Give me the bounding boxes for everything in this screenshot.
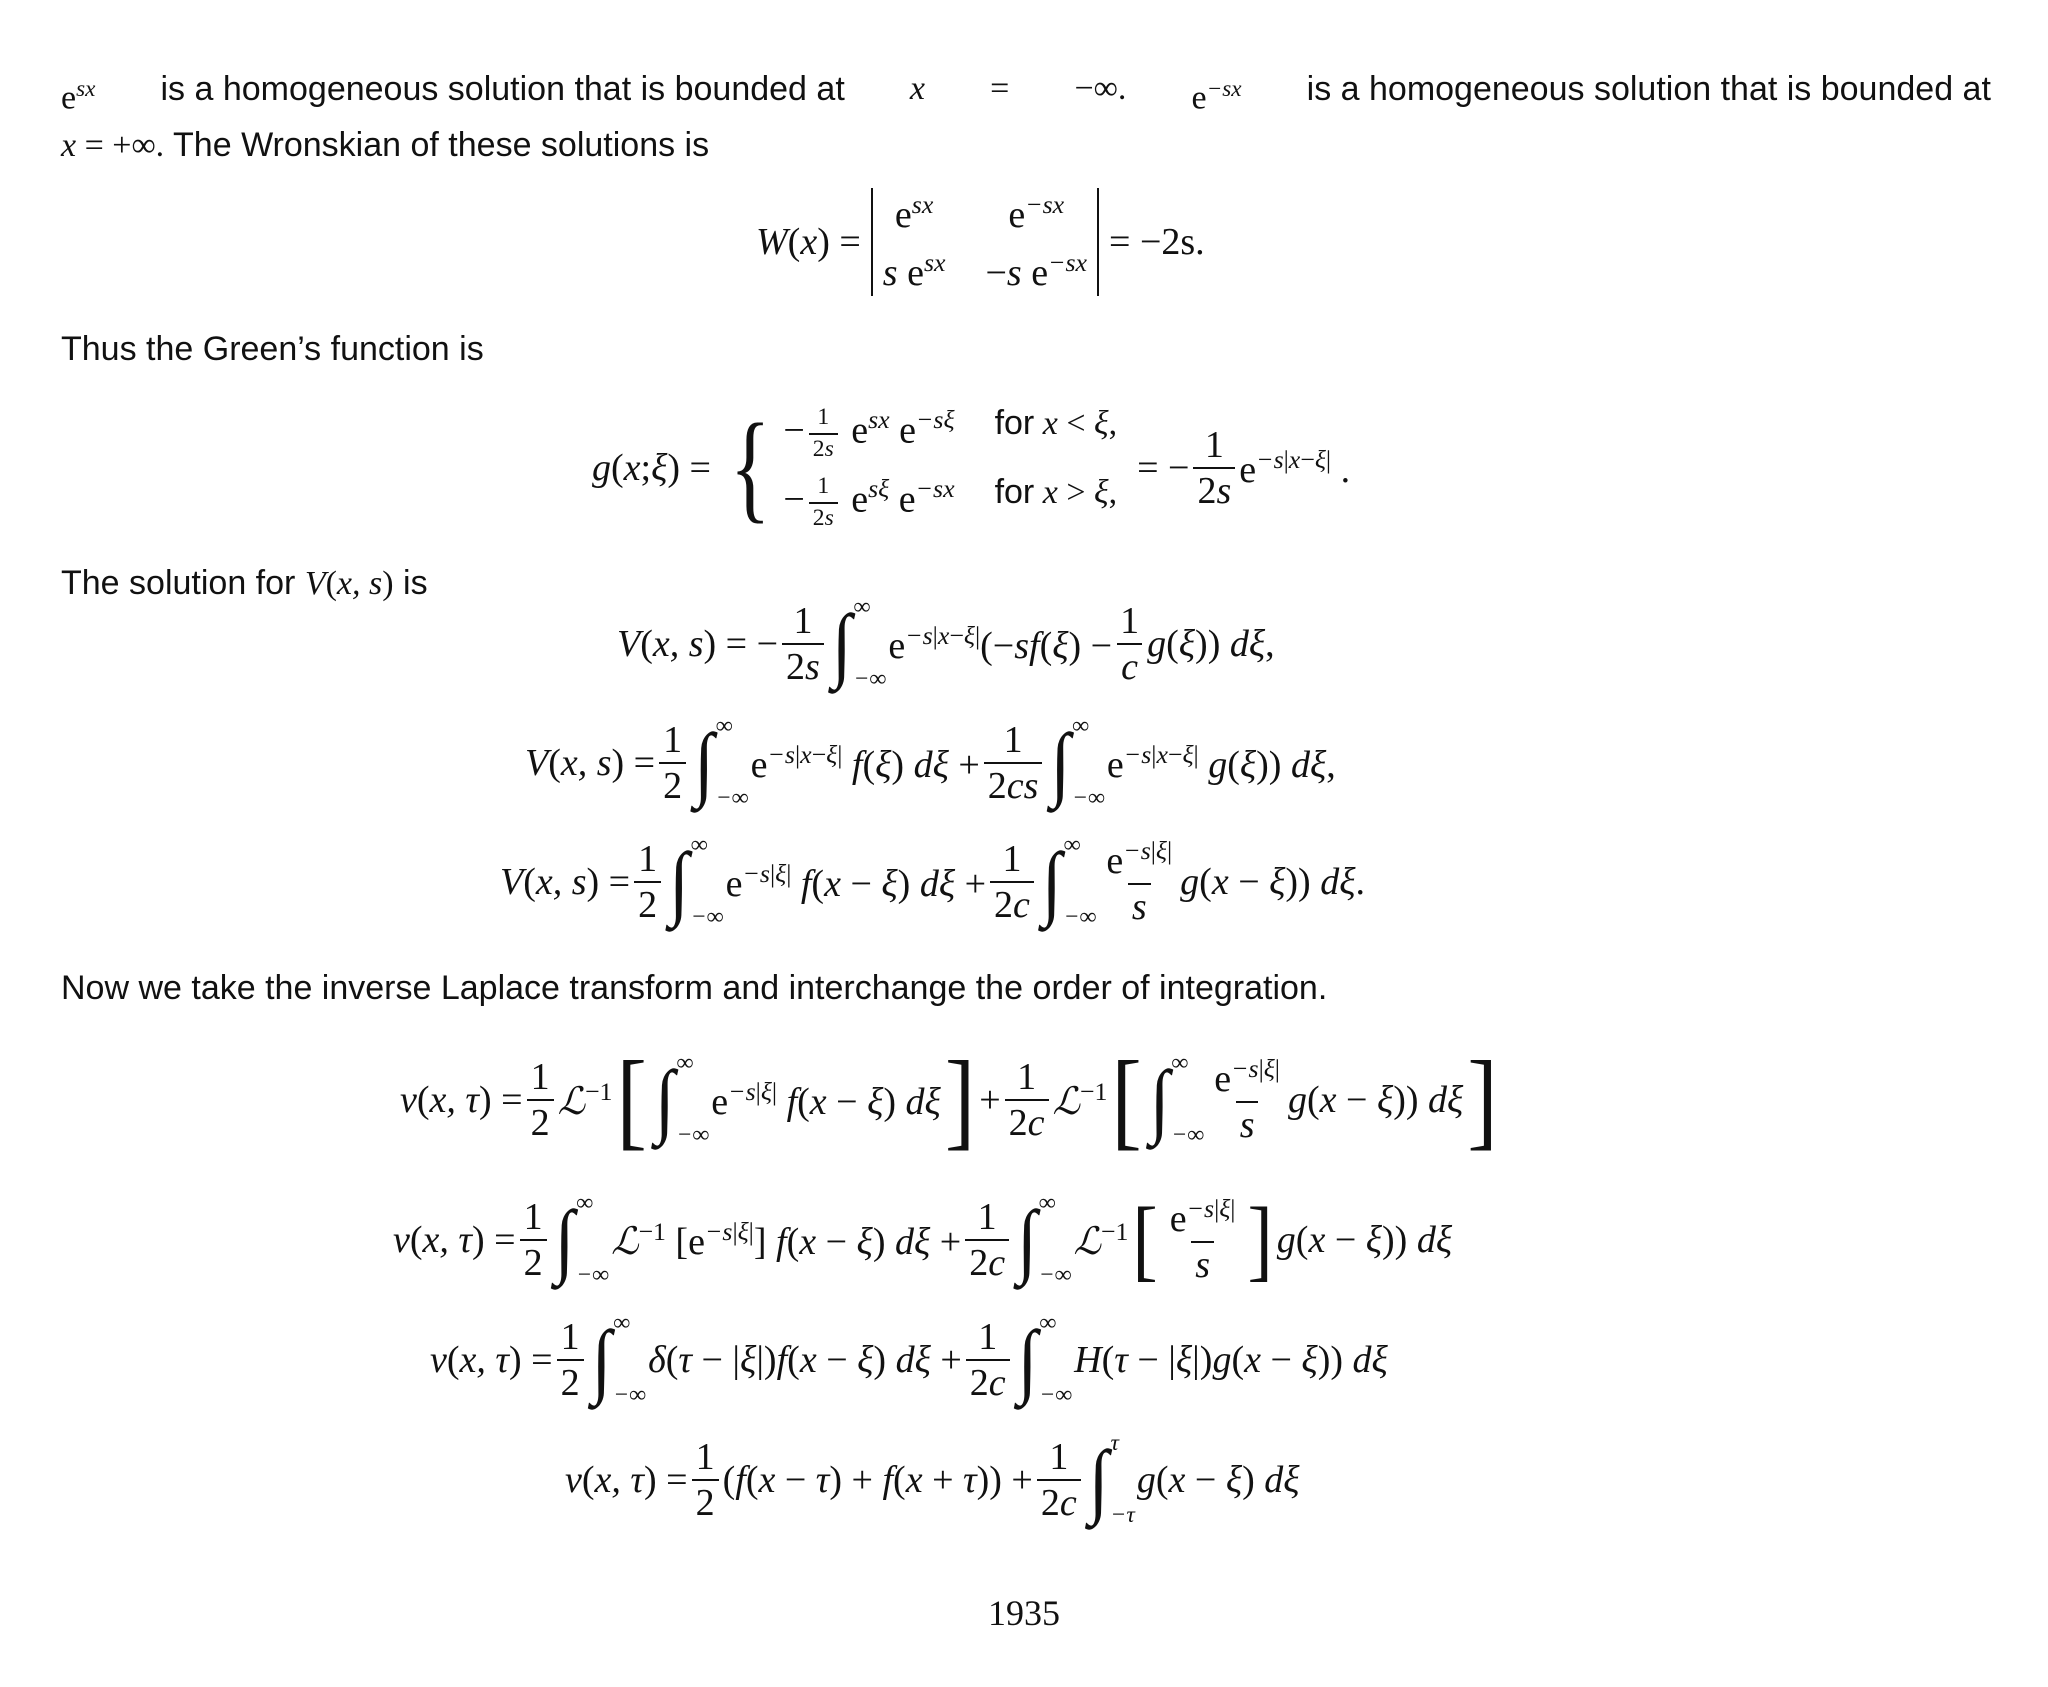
greens-function-cases: { − $\frac{1}{2s}$ $e^{sx}$ $e^{-s\xi}$ for x < ξ, − $\frac{1}{2s}$ $e^{s\xi}$ $e^{-sx}$ for x > ξ, xyxy=(729,400,1118,535)
x-eq-minus-inf: x xyxy=(909,70,926,107)
exp-minus-sx-term: $e^{-sx}$ xyxy=(1191,76,1242,117)
V-equation-2: V ( x, s ) = $\frac{1}{2}$ ∫ ∞ −∞ $e^{-s|x-\xi|}$ f(ξ) dξ + $\frac{1}{2cs}$ ∫ ∞ −∞ $e^{-s|x-\xi|}$ g(ξ)) dξ, xyxy=(525,713,1336,812)
v-equation-1: v ( x, τ ) = $\frac{1}{2}$ ℒ$^{-1}$ [ ∫ ∞ −∞ $e^{-s|\xi|}$ f(x − ξ) dξ ] + $\frac{1}{2c}$ ℒ$^{-1}$ [ ∫ ∞ −∞ $\frac{e^{-s|\xi|}}{s}$ g(x − ξ)) dξ ] xyxy=(400,1039,1498,1161)
case-2-condition: for x > ξ, xyxy=(994,473,1118,512)
wronskian-determinant: $e^{sx}$ $e^{-sx}$ s $e^{sx}$ −s $e^{-sx}$ xyxy=(871,188,1099,296)
wronskian-intro: The Wronskian of these solutions is xyxy=(173,125,710,164)
paragraph-solution-intro: The solution for V(x, s) is xyxy=(61,564,428,602)
greens-function-equation: g ( x ; ξ ) = { − $\frac{1}{2s}$ $e^{sx}$ $e^{-s\xi}$ for x < ξ, − $\frac{1}{2s}$ $e^{s\xi}$ $e^{-sx}$ for x > ξ, = − $\frac{1}{2s}$ $e^{-s|x-\xi|}$ . xyxy=(592,400,1351,535)
v-equation-2: v ( x, τ ) = $\frac{1}{2}$ ∫ ∞ −∞ ℒ$^{-1}$ $[e^{-s|\xi|}] f(x - \xi) d\xi$ + $\frac{1}{2c}$ ∫ ∞ −∞ ℒ$^{-1}$ [ $\frac{e^{-s|\xi|}}{s}$ ] g(x − ξ)) dξ xyxy=(393,1189,1453,1291)
bounded-text-2: is a homogeneous solution that is bounded at xyxy=(1306,70,1991,108)
paragraph-inverse-laplace: Now we take the inverse Laplace transform and interchange the order of integration. xyxy=(61,969,1328,1007)
paragraph-line-1: $e^{sx}$ is a homogeneous solution that is bounded at x = −∞. $e^{-sx}$ is a homogeneous solution that is bounded at xyxy=(61,66,1991,122)
bounded-text-1: is a homogeneous solution that is bounded at xyxy=(160,70,845,108)
v-equation-3: v ( x, τ ) = $\frac{1}{2}$ ∫ ∞ −∞ δ(τ − |ξ|)f(x − ξ) dξ + $\frac{1}{2c}$ ∫ ∞ −∞ H(τ − |ξ|)g(x − ξ)) dξ xyxy=(430,1310,1388,1409)
wronskian-result: = −2s. xyxy=(1109,221,1205,264)
wronskian-equation: W ( x ) = $e^{sx}$ $e^{-sx}$ s $e^{sx}$ −s $e^{-sx}$ = −2s. xyxy=(756,190,1205,295)
case-1-condition: for x < ξ, xyxy=(994,404,1118,442)
exp-sx-term: $e^{sx}$ xyxy=(61,76,96,117)
V-equation-3: V ( x, s ) = $\frac{1}{2}$ ∫ ∞ −∞ $e^{-s|\xi|}$ f(x − ξ) dξ + $\frac{1}{2c}$ ∫ ∞ −∞ $\frac{e^{-s|\xi|}}{s}$ g(x − ξ)) dξ. xyxy=(500,832,1365,931)
paragraph-green-intro: Thus the Green’s function is xyxy=(61,330,484,368)
minus-infinity: −∞. xyxy=(1074,70,1127,107)
paragraph-line-2: x = +∞. The Wronskian of these solutions is xyxy=(61,125,710,164)
greens-compact-form: $e^{-s|x-\xi|}$ . xyxy=(1239,445,1351,492)
paragraph-homogeneous-solutions xyxy=(61,66,1991,169)
v-equation-4: v ( x, τ ) = $\frac{1}{2}$ (f(x − τ) + f(x + τ)) + $\frac{1}{2c}$ ∫ τ −τ g(x − ξ) dξ xyxy=(565,1430,1300,1529)
page-number: 1935 xyxy=(988,1593,1060,1633)
case-2-expression: − $\frac{1}{2s}$ $e^{s\xi}$ $e^{-sx}$ xyxy=(783,473,955,531)
V-equation-1: V ( x, s ) = − $\frac{1}{2s}$ ∫ ∞ −∞ $e^{-s|x-\xi|}(-sf(\xi)$ − $\frac{1}{c}$ g(ξ)) dξ, xyxy=(617,594,1275,693)
case-1-expression: − $\frac{1}{2s}$ $e^{sx}$ $e^{-s\xi}$ xyxy=(783,404,955,462)
